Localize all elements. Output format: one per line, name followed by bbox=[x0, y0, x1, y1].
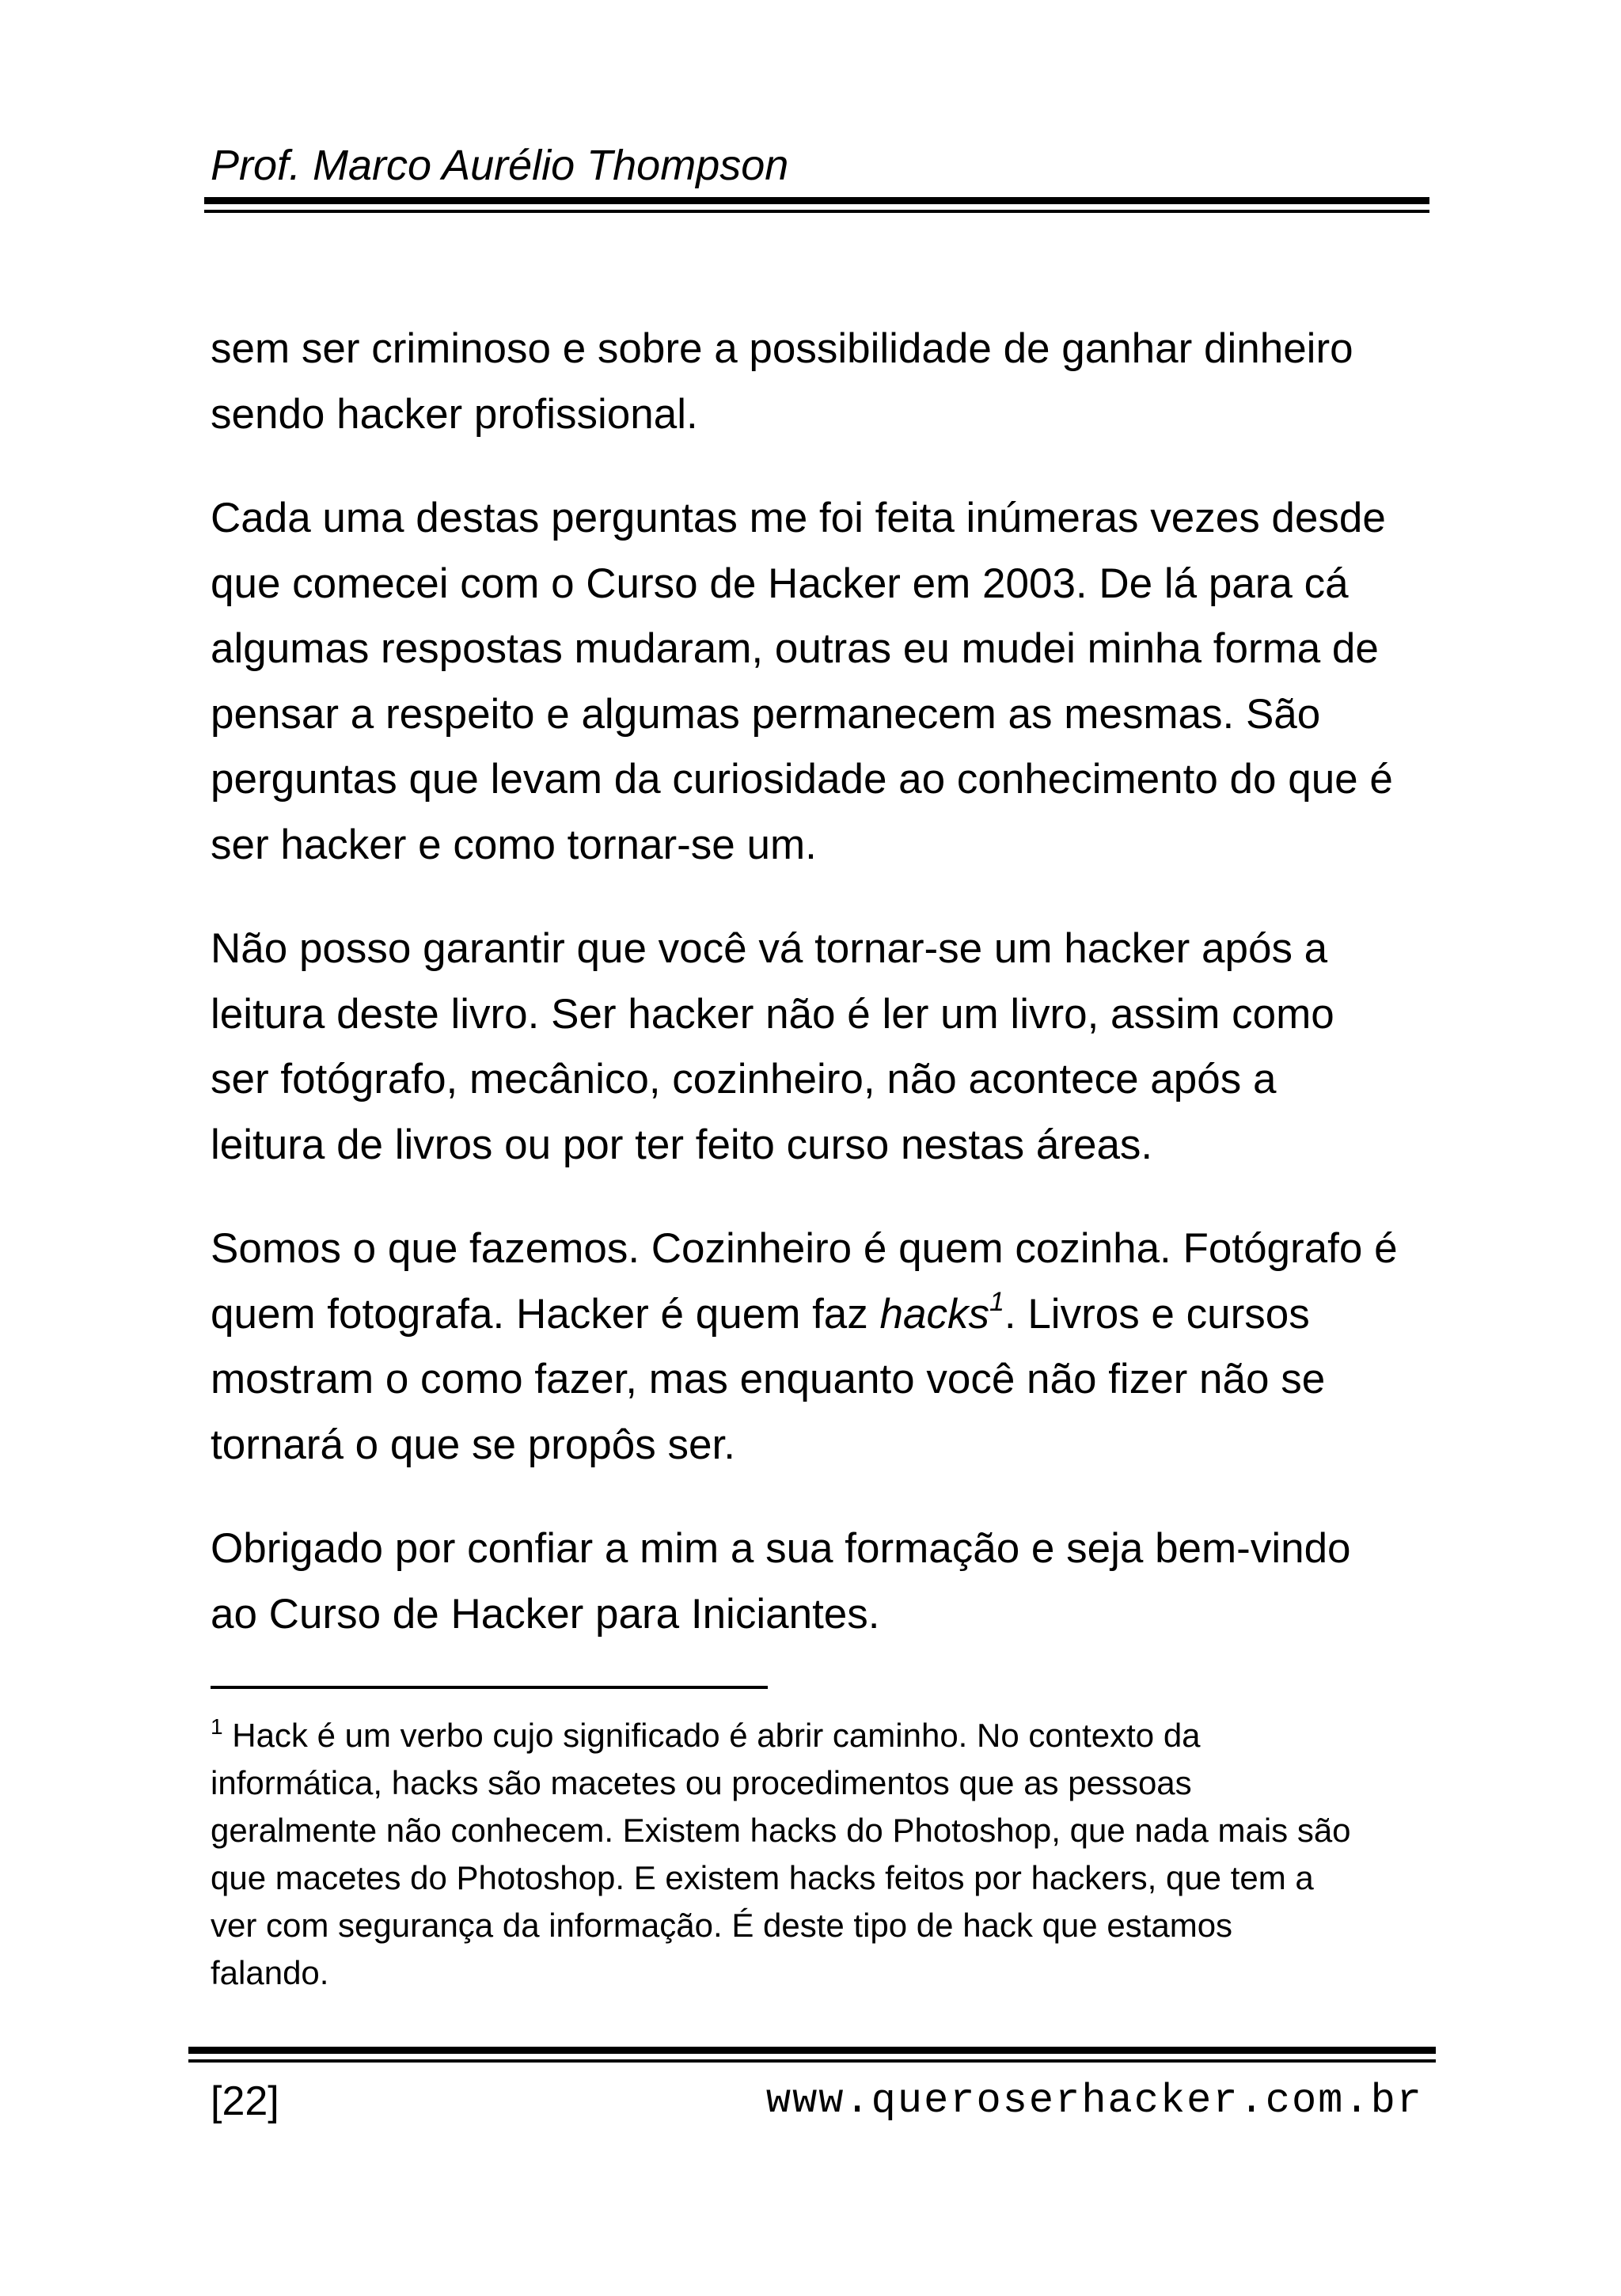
text-line bbox=[211, 1282, 1429, 1348]
running-header-author: Prof. Marco Aurélio Thompson bbox=[211, 142, 789, 189]
paragraph bbox=[211, 1216, 1429, 1478]
header-rule-thick bbox=[204, 197, 1429, 204]
footnote-line: ver com segurança da informação. É deste tipo de hack que estamos bbox=[211, 1907, 1233, 1944]
footer-rule-thick bbox=[188, 2047, 1436, 2054]
text-segment: quem fotografa. Hacker é quem faz bbox=[211, 1290, 880, 1338]
text-line: ao Curso de Hacker para Iniciantes. bbox=[211, 1590, 880, 1638]
text-line: sendo hacker profissional. bbox=[211, 390, 698, 438]
page-number: [22] bbox=[211, 2078, 279, 2124]
text-segment: . Livros e cursos bbox=[1004, 1290, 1310, 1338]
footnote-marker: 1 bbox=[211, 1714, 223, 1739]
paragraph bbox=[211, 317, 1429, 447]
footnote-line bbox=[211, 1712, 1445, 1759]
text-line: mostram o como fazer, mas enquanto você não fizer não se bbox=[211, 1356, 1326, 1402]
text-line: leitura de livros ou por ter feito curso nestas áreas. bbox=[211, 1121, 1153, 1168]
text-line: algumas respostas mudaram, outras eu mudei minha forma de bbox=[211, 625, 1379, 672]
footnote-reference[interactable]: 1 bbox=[989, 1286, 1004, 1317]
footnote bbox=[211, 1712, 1445, 1997]
text-line: perguntas que levam da curiosidade ao conhecimento do que é bbox=[211, 756, 1393, 803]
footnote-line: falando. bbox=[211, 1954, 329, 1991]
text-line: leitura deste livro. Ser hacker não é ler um livro, assim como bbox=[211, 990, 1334, 1038]
footnote-line: informática, hacks são macetes ou procedimentos que as pessoas bbox=[211, 1764, 1192, 1801]
body-text bbox=[211, 317, 1429, 1686]
italic-term: hacks bbox=[879, 1290, 989, 1338]
text-line: que comecei com o Curso de Hacker em 2003. De lá para cá bbox=[211, 560, 1349, 607]
paragraph bbox=[211, 1516, 1429, 1647]
footnote-separator bbox=[211, 1686, 768, 1689]
footnote-text: Hack é um verbo cujo significado é abrir caminho. No contexto da bbox=[222, 1717, 1201, 1754]
text-line: Cada uma destas perguntas me foi feita inúmeras vezes desde bbox=[211, 495, 1386, 541]
paragraph bbox=[211, 917, 1429, 1178]
footnote-line: que macetes do Photoshop. E existem hacks feitos por hackers, que tem a bbox=[211, 1859, 1314, 1896]
text-line: Obrigado por confiar a mim a sua formação e seja bem-vindo bbox=[211, 1525, 1351, 1572]
text-line: tornará o que se propôs ser. bbox=[211, 1421, 735, 1468]
header-rule-thin bbox=[204, 210, 1429, 213]
text-line: ser hacker e como tornar-se um. bbox=[211, 821, 817, 868]
footer-rule-thin bbox=[188, 2059, 1436, 2063]
paragraph bbox=[211, 486, 1429, 878]
text-line: ser fotógrafo, mecânico, cozinheiro, não acontece após a bbox=[211, 1056, 1277, 1102]
text-line: sem ser criminoso e sobre a possibilidade de ganhar dinheiro bbox=[211, 325, 1353, 372]
website-url[interactable]: www.queroserhacker.com.br bbox=[765, 2078, 1423, 2124]
text-line: Somos o que fazemos. Cozinheiro é quem cozinha. Fotógrafo é bbox=[211, 1225, 1398, 1272]
text-line: Não posso garantir que você vá tornar-se um hacker após a bbox=[211, 925, 1328, 972]
footnote-line: geralmente não conhecem. Existem hacks do Photoshop, que nada mais são bbox=[211, 1812, 1351, 1849]
text-line: pensar a respeito e algumas permanecem as mesmas. São bbox=[211, 690, 1321, 738]
